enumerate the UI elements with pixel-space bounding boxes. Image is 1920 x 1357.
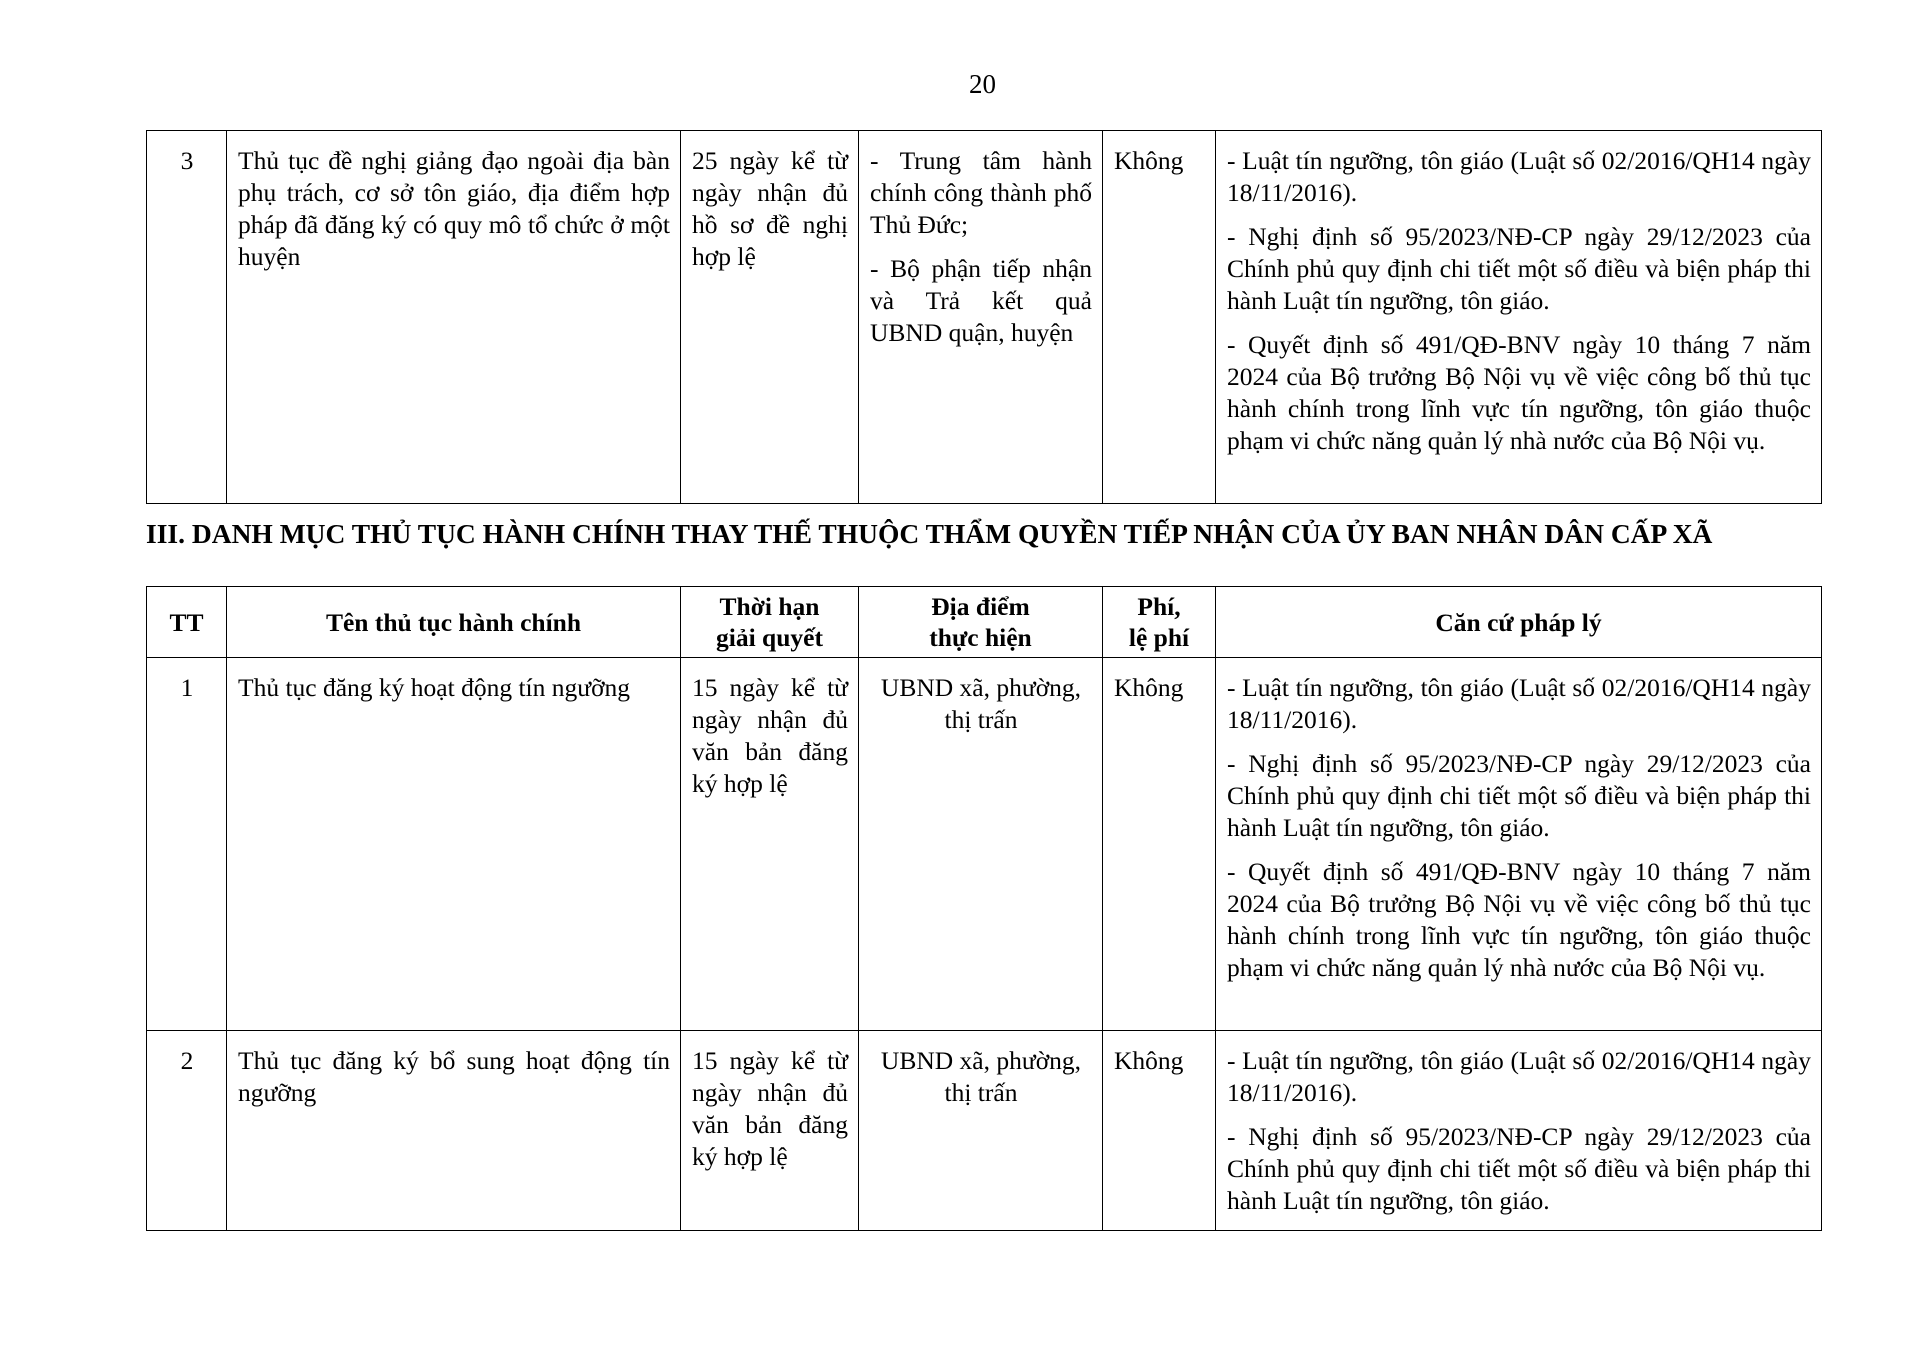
procedure-name: Thủ tục đề nghị giảng đạo ngoài địa bàn phụ trách, cơ sở tôn giáo, địa điểm hợp pháp đã đăng ký có quy mô tổ chức ở một huyện [227,131,681,504]
procedure-table-continued [146,130,1822,504]
section-heading: III. DANH MỤC THỦ TỤC HÀNH CHÍNH THAY THẾ THUỘC THẨM QUYỀN TIẾP NHẬN CỦA ỦY BAN NHÂN DÂN CẤP XÃ [146,518,1713,549]
legal-item: - Nghị định số 95/2023/NĐ-CP ngày 29/12/2023 của Chính phủ quy định chi tiết một số điều và biện pháp thi hành Luật tín ngưỡng, tôn giáo. [1227,749,1811,842]
place-item: - Bộ phận tiếp nhận và Trả kết quả UBND quận, huyện [870,254,1092,347]
row-number: 2 [147,1031,227,1231]
processing-time: 25 ngày kể từ ngày nhận đủ hồ sơ đề nghị hợp lệ [681,131,859,504]
fee: Không [1103,1031,1216,1231]
implementation-place: UBND xã, phường, thị trấn [859,658,1103,1031]
legal-item: - Luật tín ngưỡng, tôn giáo (Luật số 02/2016/QH14 ngày 18/11/2016). [1227,673,1811,734]
legal-basis [1216,131,1822,504]
procedure-table-commune [146,586,1822,1231]
processing-time: 15 ngày kể từ ngày nhận đủ văn bản đăng ký hợp lệ [681,658,859,1031]
header-fee [1103,587,1216,658]
header-fee-line2: lệ phí [1128,623,1190,652]
place-item: - Trung tâm hành chính công thành phố Thủ Đức; [870,146,1092,239]
legal-item: - Nghị định số 95/2023/NĐ-CP ngày 29/12/2023 của Chính phủ quy định chi tiết một số điều và biện pháp thi hành Luật tín ngưỡng, tôn giáo. [1227,222,1811,315]
header-processing-time [681,587,859,658]
legal-item: - Nghị định số 95/2023/NĐ-CP ngày 29/12/2023 của Chính phủ quy định chi tiết một số điều và biện pháp thi hành Luật tín ngưỡng, tôn giáo. [1227,1122,1811,1215]
table-header-row [147,587,1822,658]
header-tt: TT [147,587,227,658]
header-place-line2: thực hiện [929,623,1032,652]
table-row [147,131,1822,504]
legal-item: - Luật tín ngưỡng, tôn giáo (Luật số 02/2016/QH14 ngày 18/11/2016). [1227,1046,1811,1107]
header-time-line1: Thời hạn [719,592,820,621]
header-fee-line1: Phí, [1137,592,1181,621]
processing-time: 15 ngày kể từ ngày nhận đủ văn bản đăng ký hợp lệ [681,1031,859,1231]
fee: Không [1103,131,1216,504]
row-number: 3 [147,131,227,504]
legal-item: - Quyết định số 491/QĐ-BNV ngày 10 tháng 7 năm 2024 của Bộ trưởng Bộ Nội vụ về việc công bố thủ tục hành chính trong lĩnh vực tín ngưỡng, tôn giáo thuộc phạm vi chức năng quản lý nhà nước của Bộ Nội vụ. [1227,330,1811,455]
header-legal-basis: Căn cứ pháp lý [1216,587,1822,658]
implementation-place [859,131,1103,504]
procedure-name: Thủ tục đăng ký bổ sung hoạt động tín ngưỡng [227,1031,681,1231]
header-place [859,587,1103,658]
table-row [147,1031,1822,1231]
header-place-line1: Địa điểm [931,592,1030,621]
page-number: 20 [969,69,996,99]
table-row [147,658,1822,1031]
header-time-line2: giải quyết [716,623,823,652]
legal-basis [1216,1031,1822,1231]
row-number: 1 [147,658,227,1031]
legal-basis [1216,658,1822,1031]
procedure-name: Thủ tục đăng ký hoạt động tín ngưỡng [227,658,681,1031]
legal-item: - Luật tín ngưỡng, tôn giáo (Luật số 02/2016/QH14 ngày 18/11/2016). [1227,146,1811,207]
legal-item: - Quyết định số 491/QĐ-BNV ngày 10 tháng 7 năm 2024 của Bộ trưởng Bộ Nội vụ về việc công bố thủ tục hành chính trong lĩnh vực tín ngưỡng, tôn giáo thuộc phạm vi chức năng quản lý nhà nước của Bộ Nội vụ. [1227,857,1811,982]
header-procedure-name: Tên thủ tục hành chính [227,587,681,658]
fee: Không [1103,658,1216,1031]
implementation-place: UBND xã, phường, thị trấn [859,1031,1103,1231]
